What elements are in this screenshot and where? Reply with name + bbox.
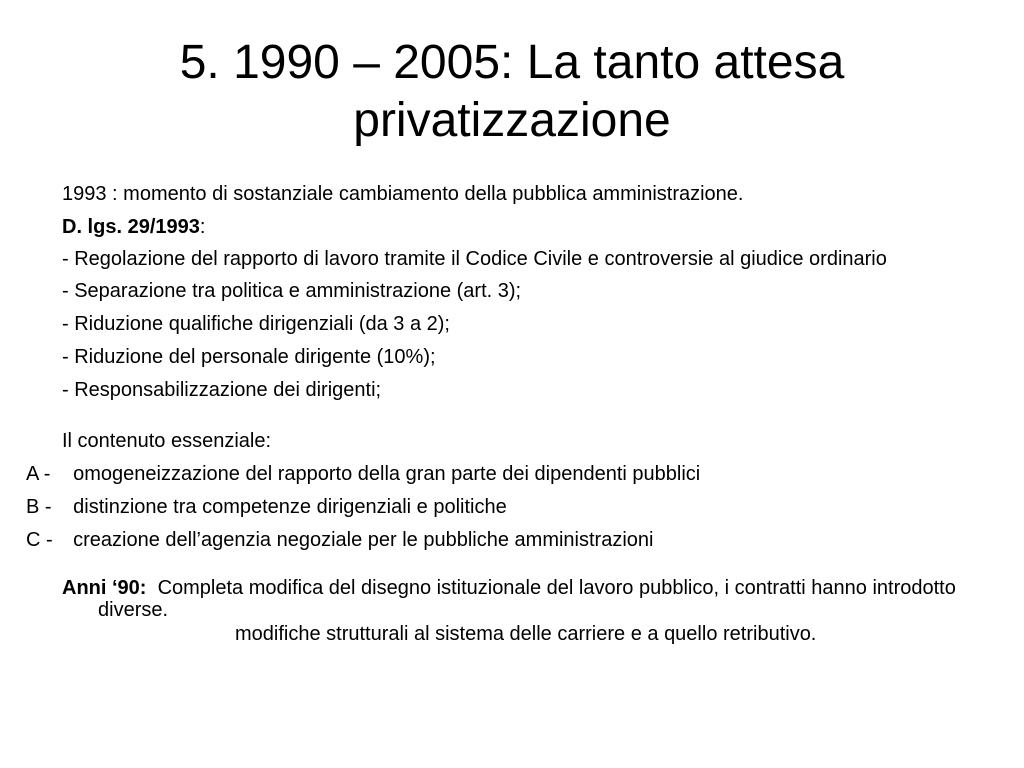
bullet-item: - Riduzione qualifiche dirigenziali (da 3 a 2); [62,313,450,335]
decree-colon: : [199,216,206,238]
content-item-text: distinzione tra competenze dirigenziali e politiche [73,496,507,518]
content-item-text: omogeneizzazione del rapporto della gran parte dei dipendenti pubblici [73,463,701,485]
content-item: B - distinzione tra competenze dirigenziali e politiche [26,496,507,518]
decree-heading [62,215,962,239]
bullet-item: - Riduzione del personale dirigente (10%); [62,346,436,368]
anni-label: Anni ‘90: [62,577,147,599]
intro-text: 1993 : momento di sostanziale cambiamento della pubblica amministrazione. [62,183,744,205]
bullet-item: - Regolazione del rapporto di lavoro tramite il Codice Civile e controversie al giudice ordinario [62,248,887,270]
bullet-item: - Separazione tra politica e amministrazione (art. 3); [62,280,522,302]
anni-continuation: modifiche strutturali al sistema delle carriere e a quello retributivo. [235,623,817,645]
slide-title: 5. 1990 – 2005: La tanto attesa privatizzazione [179,36,845,147]
content-item: C - creazione dell’agenzia negoziale per le pubbliche amministrazioni [26,529,654,551]
content-heading: Il contenuto essenziale: [62,430,272,452]
anni-paragraph [62,577,962,645]
anni-text: Completa modifica del disegno istituzionale del lavoro pubblico, i contratti hanno introdotto diverse. [98,577,956,621]
decree-label: D. lgs. 29/1993 [62,216,200,238]
slide-body [26,182,962,654]
content-item-text: creazione dell’agenzia negoziale per le pubbliche amministrazioni [73,529,654,551]
content-item: A - omogeneizzazione del rapporto della gran parte dei dipendenti pubblici [26,463,701,485]
bullet-item: - Responsabilizzazione dei dirigenti; [62,379,382,401]
